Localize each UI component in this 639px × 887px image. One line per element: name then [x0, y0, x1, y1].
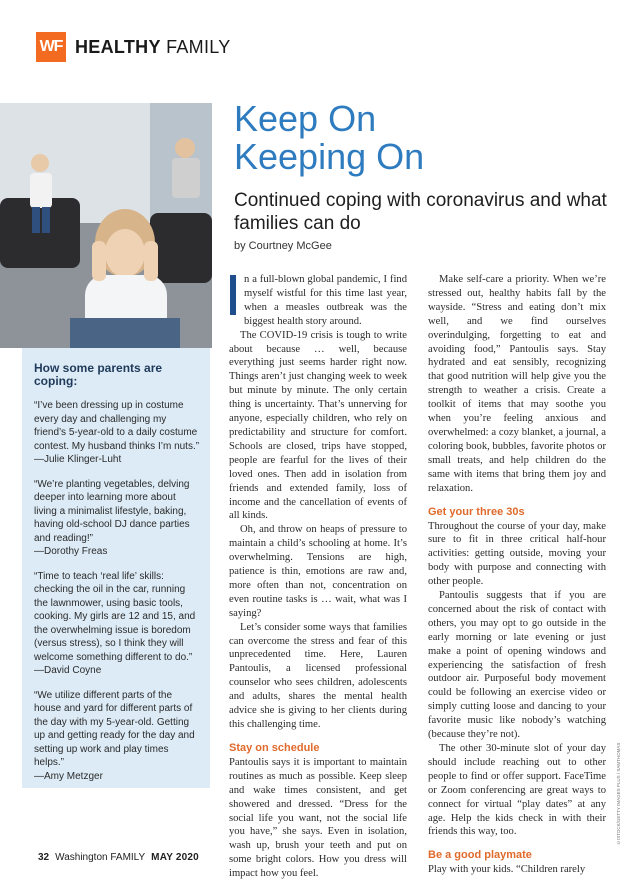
paragraph: Pantoulis says it is important to maintain routines as much as possible. Keep sleep and wake times consistent, and get showered and dressed. “Dress for the social life you want, not the social life you have,” she says. Even in isolation, wash up, brush your teeth and put on some bright colors. How you dress will impact how you feel.: [229, 756, 407, 880]
paragraph: Pantoulis suggests that if you are concerned about the risk of contact with others, you may opt to go outside in the early morning or late evening or just make a point of opening windows and experiencing the satisfaction of fresh outdoor air. Purposeful body movement could be following an exercise video or simply cutting loose and dancing to your favorite music like nobody’s watching (because they’re not).: [428, 590, 606, 741]
drop-cap: [230, 275, 236, 315]
page-number: 32: [38, 852, 50, 863]
quote-item: [34, 570, 200, 678]
sidebar-quotes: [22, 348, 210, 788]
article-subtitle: Continued coping with coronavirus and what families can do: [234, 190, 607, 234]
issue-date: MAY 2020: [151, 852, 199, 863]
quote-text: “We’re planting vegetables, delving deeper into learning more about living a minimalist lifestyle, baking, having old-school DJ dance parties and reading!”: [34, 478, 190, 544]
section-title: [75, 37, 231, 58]
paragraph: [229, 273, 407, 329]
section-title-light: FAMILY: [166, 36, 231, 57]
quote-item: [34, 478, 200, 559]
paragraph: Oh, and throw on heaps of pressure to maintain a child’s schooling at home. It’s overwhelming. Tensions are high, patience is thin, emotions are raw and, more often than not, concentration on even routine tasks is … wait, what was I saying?: [229, 524, 407, 619]
quote-item: [34, 399, 200, 467]
quote-text: “I’ve been dressing up in costume every day and challenging my friend’s 5-year-old to a daily costume contest. My husband thinks I’m nuts.”: [34, 400, 200, 452]
paragraph-text: n a full-blown global pandemic, I find myself wistful for this time last year, when a measles outbreak was the biggest health story around.: [244, 274, 407, 327]
section-title-bold: HEALTHY: [75, 36, 161, 57]
article-title-line1: Keep On: [234, 98, 377, 139]
paragraph: Make self-care a priority. When we’re stressed out, healthy habits fall by the wayside. “Stress and eating don’t mix well, and we find ourselves overindulging, forgetting to eat and avoiding food,” Pantoulis says. Stay hydrated and eat sensibly, recognizing that good nutrition will help give you the strength to weather a crisis. Create a toolkit of items that may soothe you when you’re feeling anxious and overwhelmed: a cozy blanket, a journal, a coloring book, bubbles, favorite photos or small treats, and help children do the same with items that bring them joy and relaxation.: [428, 274, 607, 494]
photo-credit: ©ISTOCK/GETTY IMAGES PLUS / SAMTHOMAS: [616, 742, 621, 845]
paragraph: The COVID-19 crisis is tough to write about because … well, because everything just seems harder right now. Things aren’t just changing week to week but minute by minute. The only certain thing is uncertainty. That’s unnerving for anyone, especially children, who rely on predictability and structure for comfort. Schools are closed, trips have stopped, people are fearful for the lives of their loved ones. Then add in isolation from friends and extended family, loss of income and the cancellation of events of all kinds.: [229, 329, 407, 522]
subhead-stay-on-schedule: Stay on schedule: [229, 741, 320, 754]
paragraph: The other 30-minute slot of your day should include reaching out to other people to find or offer support. FaceTime or Zoom conferencing are great ways to connect for virtual “play dates” at any age. Help the kids check in with their friends this way, too.: [428, 743, 606, 838]
quote-author: —Amy Metzger: [34, 770, 103, 782]
section-header: [36, 32, 231, 62]
article-byline: by Courtney McGee: [234, 240, 332, 252]
article-photo: [0, 103, 212, 348]
quote-item: [34, 689, 200, 784]
quote-author: —David Coyne: [34, 665, 102, 676]
wf-logo: WF: [36, 32, 66, 62]
quote-text: “We utilize different parts of the house and yard for different parts of the day with my 5-year-old. Getting up and getting ready for the day and setting up work and play times helps.”: [34, 689, 195, 768]
page-footer: [38, 852, 199, 863]
quote-text: “Time to teach ‘real life’ skills: checking the oil in the car, running the lawnmower, using basic tools, cooking. My girls are 12 and 15, and the overwhelming issue is boredom (versus stress), so I think they will welcome something different to do.”: [34, 570, 196, 663]
publication-name: Washington FAMILY: [55, 852, 146, 863]
paragraph: Throughout the course of your day, make sure to fit in three critical half-hour activities: getting outside, moving your body with purpose and connecting with other people.: [428, 520, 606, 588]
article-title: [234, 100, 424, 176]
article-column-1: [229, 273, 407, 881]
quote-author: —Julie Klinger-Luht: [34, 454, 122, 465]
article-title-line2: Keeping On: [234, 136, 425, 177]
quote-author: —Dorothy Freas: [34, 546, 108, 557]
article-column-2: [428, 273, 606, 877]
paragraph: Let’s consider some ways that families can overcome the stress and fear of this unprecedented time. Here, Lauren Pantoulis, a licensed professional counselor who sees children, adolescents and adults, shares the mental health advice she is giving to her clients during this challenging time.: [229, 621, 407, 730]
subhead-be-a-good-playmate: Be a good playmate: [428, 849, 532, 862]
subhead-get-your-three-30s: Get your three 30s: [428, 505, 525, 518]
sidebar-heading: How some parents are coping:: [34, 361, 163, 388]
paragraph: Play with your kids. “Children rarely: [428, 864, 586, 876]
